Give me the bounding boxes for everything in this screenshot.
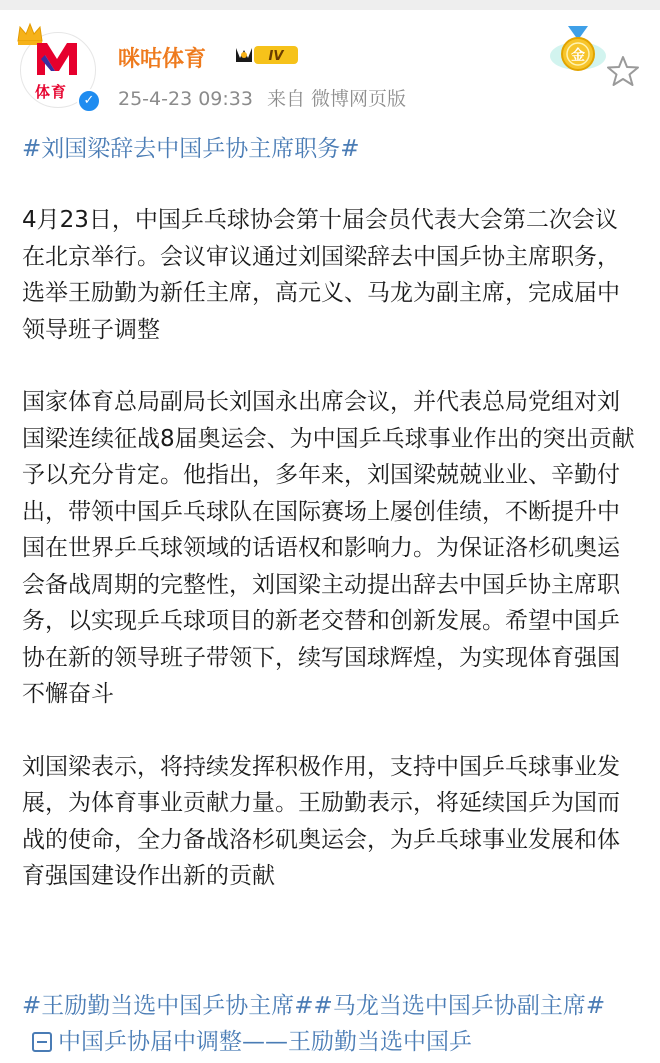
migu-logo-icon [33, 39, 81, 79]
topic-icon [32, 1032, 52, 1052]
gold-medal-icon [548, 22, 608, 82]
top-status-strip [0, 0, 660, 10]
medal-text: 金 [571, 48, 585, 64]
post-tags [22, 988, 640, 1060]
favorite-star-icon[interactable] [606, 54, 640, 88]
hashtag-link-2[interactable]: #马龙当选中国乒协副主席# [313, 993, 606, 1019]
vip-level-badge [234, 44, 302, 66]
post-paragraph-3: 刘国梁表示，将持续发挥积极作用，支持中国乒乓球事业发展，为体育事业贡献力量。王励勤表示，将延续国乒为国而战的使命，全力备战洛杉矶奥运会，为乒乓球事业发展和体育强国建设作出新的贡献 [22, 753, 620, 889]
post-header [0, 10, 660, 120]
post-time: 25-4-23 09:33 [118, 88, 253, 110]
avatar-label: 体育 [35, 83, 68, 101]
author-name[interactable]: 咪咕体育 [118, 47, 207, 72]
post-body [22, 202, 640, 895]
badge-level-text: IV [268, 49, 284, 64]
verified-icon: ✓ [77, 89, 101, 113]
hashtag-link-1[interactable]: #王励勤当选中国乒协主席# [22, 993, 314, 1019]
post-paragraph-1: 4月23日，中国乒乓球协会第十届会员代表大会第二次会议在北京举行。会议审议通过刘国梁辞去中国乒协主席职务，选举王励勤为新任主席，高元义、马龙为副主席，完成届中领导班子调整 [22, 207, 620, 343]
post-source[interactable]: 来自 微博网页版 [267, 88, 407, 110]
avatar[interactable] [20, 32, 96, 108]
post-paragraph-2: 国家体育总局副局长刘国永出席会议，并代表总局党组对刘国梁连续征战8届奥运会、为中国乒乓球事业作出的突出贡献予以充分肯定。他指出，多年来，刘国梁兢兢业业、辛勤付出，带领中国乒乓球队在国际赛场上屡创佳绩，不断提升中国在世界乒乓球领域的话语权和影响力。为保证洛杉矶奥运会备战周期的完整性，刘国梁主动提出辞去中国乒协主席职务，以实现乒乓球项目的新老交替和创新发展。希望中国乒协在新的领导班子带领下，续写国球辉煌，为实现体育强国不懈奋斗 [22, 389, 635, 707]
title-hashtag-link[interactable]: #刘国梁辞去中国乒协主席职务# [22, 136, 360, 162]
post-meta [118, 84, 414, 111]
topic-link[interactable]: 中国乒协届中调整——王励勤当选中国乒 [58, 1029, 472, 1055]
